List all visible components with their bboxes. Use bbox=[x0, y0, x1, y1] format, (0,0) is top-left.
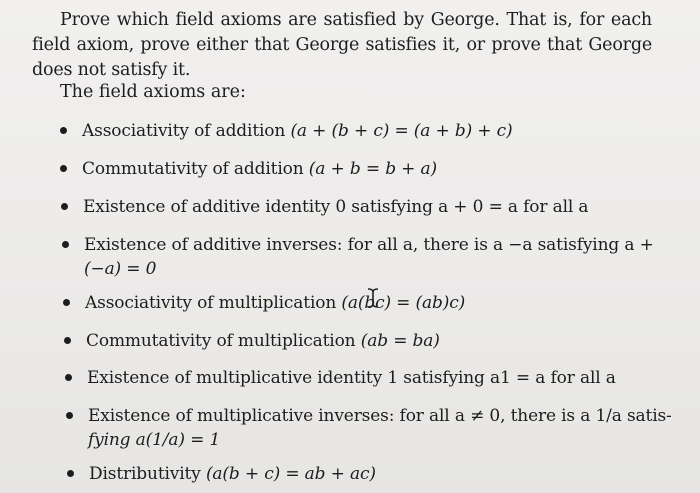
axiom-name: Distributivity bbox=[89, 464, 201, 484]
bullet-icon bbox=[60, 127, 67, 134]
axiom-item bbox=[85, 291, 465, 315]
axiom-formula: (a(b + c) = ab + ac) bbox=[205, 464, 376, 484]
intro-paragraph: Prove which field axioms are satisfied by George. That is, for each field axiom, prove either that George satisfies it, or prove that George does not satisfy it. bbox=[32, 10, 652, 80]
axiom-formula: fying a(1/a) = 1 bbox=[88, 430, 221, 450]
axiom-name: Existence of multiplicative inverses: for all a ≠ 0, there is a 1/a satis- bbox=[88, 406, 672, 426]
bullet-icon bbox=[60, 165, 67, 172]
axiom-formula: (a(bc) = (ab)c) bbox=[341, 293, 466, 313]
axiom-name: Existence of additive inverses: for all a, there is a −a satisfying a + bbox=[84, 235, 654, 255]
axiom-item bbox=[82, 119, 513, 143]
text-cursor-icon bbox=[363, 287, 383, 309]
axiom-item bbox=[89, 462, 376, 486]
bullet-icon bbox=[65, 374, 72, 381]
axiom-name: Associativity of addition bbox=[82, 121, 286, 141]
axiom-formula: (−a) = 0 bbox=[84, 259, 157, 279]
bullet-icon bbox=[66, 412, 73, 419]
bullet-icon bbox=[61, 203, 68, 210]
axiom-formula: (ab = ba) bbox=[360, 331, 440, 351]
axiom-formula: (a + (b + c) = (a + b) + c) bbox=[290, 121, 513, 141]
axiom-item bbox=[88, 404, 672, 452]
bullet-icon bbox=[62, 241, 69, 248]
axiom-name: Existence of multiplicative identity 1 satisfying a1 = a for all a bbox=[87, 368, 616, 388]
axioms-heading: The field axioms are: bbox=[60, 82, 246, 102]
bullet-icon bbox=[64, 337, 71, 344]
axiom-item bbox=[84, 233, 654, 281]
axiom-name: Associativity of multiplication bbox=[85, 293, 337, 313]
axiom-name: Existence of additive identity 0 satisfying a + 0 = a for all a bbox=[83, 197, 589, 217]
axiom-item bbox=[82, 157, 437, 181]
axiom-item bbox=[83, 195, 588, 219]
axiom-name: Commutativity of addition bbox=[82, 159, 304, 179]
axiom-item bbox=[87, 366, 616, 390]
axiom-item bbox=[86, 329, 440, 353]
axiom-formula: (a + b = b + a) bbox=[308, 159, 438, 179]
bullet-icon bbox=[67, 470, 74, 477]
axiom-name: Commutativity of multiplication bbox=[86, 331, 356, 351]
bullet-icon bbox=[63, 299, 70, 306]
